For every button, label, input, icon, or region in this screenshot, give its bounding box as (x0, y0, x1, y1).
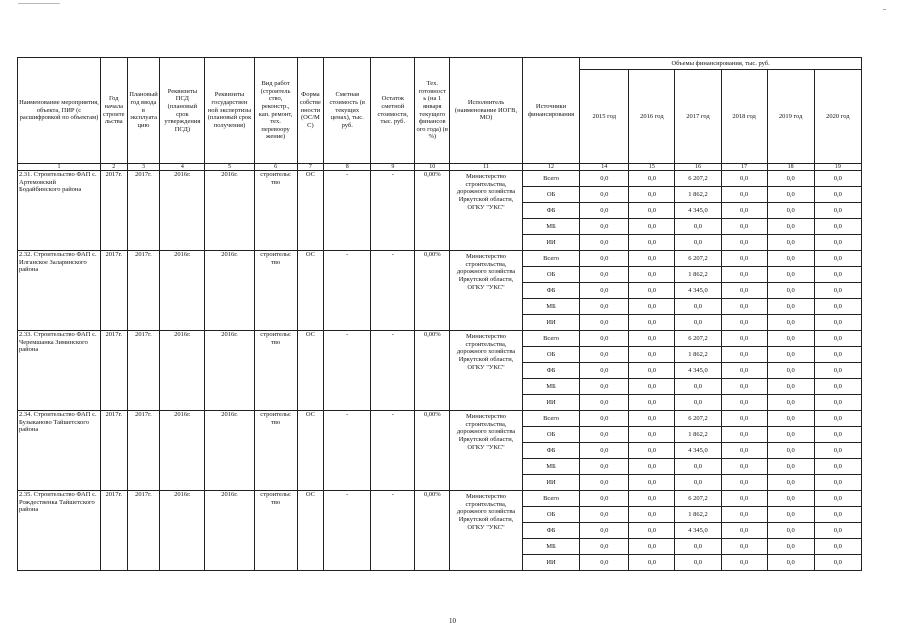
column-number: 16 (675, 164, 721, 171)
remaining-cost: - (371, 491, 415, 571)
work-type: строительс тво (254, 251, 297, 331)
column-number: 19 (814, 164, 861, 171)
funding-value: 0,0 (580, 171, 629, 187)
column-number: 10 (415, 164, 450, 171)
funding-value: 0,0 (629, 555, 675, 571)
funding-value: 0,0 (629, 315, 675, 331)
funding-value: 0,0 (629, 539, 675, 555)
commission-year: 2017г. (127, 491, 160, 571)
funding-value: 0,0 (767, 363, 814, 379)
header-year: 2018 год (721, 70, 767, 164)
header-year: 2015 год (580, 70, 629, 164)
header-executor: Исполнитель (наименование ИОГВ, МО) (450, 58, 523, 164)
remaining-cost: - (371, 171, 415, 251)
object-name: 2.35. Строительство ФАП с. Рождественка Тайшетского района (18, 491, 101, 571)
readiness: 0,00% (415, 491, 450, 571)
funding-value: 0,0 (767, 267, 814, 283)
funding-value: 0,0 (767, 219, 814, 235)
funding-value: 0,0 (580, 331, 629, 347)
work-type: строительс тво (254, 491, 297, 571)
column-number: 6 (254, 164, 297, 171)
funding-value: 6 207,2 (675, 171, 721, 187)
funding-value: 0,0 (721, 459, 767, 475)
funding-value: 0,0 (675, 379, 721, 395)
funding-value: 0,0 (767, 299, 814, 315)
funding-source: ФБ (522, 443, 579, 459)
funding-value: 0,0 (580, 411, 629, 427)
funding-source: МБ (522, 299, 579, 315)
header-funding-group: Объемы финансирования, тыс. руб. (580, 58, 862, 70)
funding-value: 0,0 (721, 411, 767, 427)
funding-value: 0,0 (580, 427, 629, 443)
scan-mark (18, 3, 60, 4)
funding-value: 0,0 (767, 315, 814, 331)
funding-value: 0,0 (814, 427, 861, 443)
funding-value: 0,0 (721, 331, 767, 347)
funding-value: 0,0 (721, 491, 767, 507)
funding-value: 0,0 (580, 299, 629, 315)
funding-source: МБ (522, 219, 579, 235)
funding-value: 0,0 (767, 411, 814, 427)
funding-value: 0,0 (675, 539, 721, 555)
header-work-type: Вид работ (строитель ство, реконстр., кап. ремонт, тех. перевоору жение) (254, 58, 297, 164)
column-number: 15 (629, 164, 675, 171)
funding-source: ОБ (522, 427, 579, 443)
funding-value: 0,0 (629, 251, 675, 267)
funding-value: 6 207,2 (675, 331, 721, 347)
funding-value: 0,0 (814, 379, 861, 395)
page-number: 10 (449, 617, 456, 625)
funding-value: 0,0 (629, 491, 675, 507)
funding-value: 6 207,2 (675, 411, 721, 427)
column-number: 4 (160, 164, 205, 171)
funding-value: 0,0 (580, 363, 629, 379)
work-type: строительс тво (254, 171, 297, 251)
funding-value: 0,0 (580, 187, 629, 203)
funding-value: 4 345,0 (675, 443, 721, 459)
estimate-cost: - (324, 331, 371, 411)
funding-value: 0,0 (721, 427, 767, 443)
expertise-date: 2016г. (205, 251, 254, 331)
funding-value: 0,0 (767, 379, 814, 395)
commission-year: 2017г. (127, 171, 160, 251)
funding-value: 0,0 (767, 523, 814, 539)
column-number: 2 (100, 164, 127, 171)
funding-value: 0,0 (629, 395, 675, 411)
funding-value: 0,0 (767, 187, 814, 203)
header-year: 2019 год (767, 70, 814, 164)
remaining-cost: - (371, 411, 415, 491)
header-sources: Источники финансирования (522, 58, 579, 164)
psd-date: 2016г. (160, 491, 205, 571)
funding-value: 0,0 (814, 459, 861, 475)
funding-value: 0,0 (675, 459, 721, 475)
column-number: 9 (371, 164, 415, 171)
funding-source: Всего (522, 411, 579, 427)
funding-value: 0,0 (580, 347, 629, 363)
funding-value: 0,0 (675, 555, 721, 571)
funding-value: 0,0 (580, 203, 629, 219)
funding-value: 0,0 (629, 427, 675, 443)
funding-source: Всего (522, 331, 579, 347)
financing-table (17, 57, 862, 571)
column-number: 3 (127, 164, 160, 171)
start-year: 2017г. (100, 491, 127, 571)
funding-value: 4 345,0 (675, 203, 721, 219)
commission-year: 2017г. (127, 411, 160, 491)
funding-value: 0,0 (721, 187, 767, 203)
object-name: 2.33. Строительство ФАП с. Черемшанка Зиминского района (18, 331, 101, 411)
header-year: 2017 год (675, 70, 721, 164)
start-year: 2017г. (100, 331, 127, 411)
header-psd: Реквизиты ПСД (плановый срок утверждения ПСД) (160, 58, 205, 164)
readiness: 0,00% (415, 171, 450, 251)
funding-value: 0,0 (675, 219, 721, 235)
column-number: 12 (522, 164, 579, 171)
funding-source: ОБ (522, 347, 579, 363)
funding-source: Всего (522, 171, 579, 187)
table-row (18, 171, 862, 187)
funding-value: 0,0 (675, 395, 721, 411)
funding-source: ОБ (522, 507, 579, 523)
funding-value: 0,0 (580, 459, 629, 475)
ownership: ОС (297, 171, 324, 251)
funding-value: 0,0 (767, 459, 814, 475)
funding-source: ФБ (522, 363, 579, 379)
ownership: ОС (297, 491, 324, 571)
funding-value: 0,0 (814, 491, 861, 507)
funding-value: 0,0 (814, 315, 861, 331)
funding-value: 1 862,2 (675, 267, 721, 283)
remaining-cost: - (371, 251, 415, 331)
funding-value: 0,0 (767, 283, 814, 299)
column-number: 8 (324, 164, 371, 171)
funding-value: 0,0 (814, 395, 861, 411)
header-year: 2016 год (629, 70, 675, 164)
funding-value: 1 862,2 (675, 187, 721, 203)
funding-value: 0,0 (721, 523, 767, 539)
expertise-date: 2016г. (205, 411, 254, 491)
funding-value: 0,0 (721, 539, 767, 555)
funding-value: 0,0 (721, 299, 767, 315)
funding-value: 0,0 (629, 411, 675, 427)
funding-source: ИИ (522, 475, 579, 491)
header-start-year: Год начала строите льства (100, 58, 127, 164)
funding-value: 0,0 (814, 475, 861, 491)
funding-value: 0,0 (629, 475, 675, 491)
funding-value: 0,0 (721, 363, 767, 379)
funding-value: 6 207,2 (675, 491, 721, 507)
funding-source: ИИ (522, 555, 579, 571)
funding-value: 0,0 (767, 539, 814, 555)
funding-value: 0,0 (767, 491, 814, 507)
object-name: 2.31. Строительство ФАП с. Артемовский Бодайбинского района (18, 171, 101, 251)
funding-value: 0,0 (721, 251, 767, 267)
remaining-cost: - (371, 331, 415, 411)
funding-value: 0,0 (629, 443, 675, 459)
funding-value: 0,0 (814, 235, 861, 251)
funding-value: 0,0 (767, 347, 814, 363)
funding-value: 0,0 (767, 251, 814, 267)
funding-value: 0,0 (814, 331, 861, 347)
funding-value: 0,0 (767, 443, 814, 459)
funding-source: ОБ (522, 267, 579, 283)
funding-value: 0,0 (675, 299, 721, 315)
funding-value: 0,0 (721, 395, 767, 411)
estimate-cost: - (324, 411, 371, 491)
funding-value: 0,0 (629, 331, 675, 347)
estimate-cost: - (324, 171, 371, 251)
funding-value: 0,0 (629, 219, 675, 235)
funding-value: 0,0 (721, 443, 767, 459)
funding-value: 0,0 (580, 443, 629, 459)
funding-value: 0,0 (814, 523, 861, 539)
ownership: ОС (297, 251, 324, 331)
funding-value: 0,0 (814, 507, 861, 523)
funding-value: 0,0 (767, 427, 814, 443)
funding-value: 0,0 (675, 315, 721, 331)
funding-value: 0,0 (580, 539, 629, 555)
psd-date: 2016г. (160, 411, 205, 491)
table-row (18, 411, 862, 427)
funding-value: 4 345,0 (675, 363, 721, 379)
header-row-top (18, 58, 862, 70)
funding-value: 0,0 (767, 203, 814, 219)
executor: Министерство строительства, дорожного хозяйства Иркутской области, ОГКУ "УКС" (450, 251, 523, 331)
funding-source: ФБ (522, 283, 579, 299)
funding-value: 0,0 (814, 299, 861, 315)
header-name: Наименование мероприятия, объекта, ПИР (с расшифровкой по объектам) (18, 58, 101, 164)
funding-value: 0,0 (721, 235, 767, 251)
header-commission-year: Плановый год ввода в эксплуата цию (127, 58, 160, 164)
table-row (18, 331, 862, 347)
funding-value: 0,0 (814, 171, 861, 187)
column-number-row (18, 164, 862, 171)
funding-source: Всего (522, 251, 579, 267)
funding-value: 0,0 (814, 267, 861, 283)
funding-value: 0,0 (814, 251, 861, 267)
funding-value: 0,0 (580, 315, 629, 331)
estimate-cost: - (324, 491, 371, 571)
funding-value: 0,0 (629, 459, 675, 475)
funding-value: 0,0 (721, 555, 767, 571)
funding-value: 0,0 (629, 363, 675, 379)
funding-value: 0,0 (767, 171, 814, 187)
column-number: 17 (721, 164, 767, 171)
funding-value: 0,0 (721, 475, 767, 491)
funding-value: 0,0 (580, 555, 629, 571)
commission-year: 2017г. (127, 331, 160, 411)
funding-value: 0,0 (629, 203, 675, 219)
header-expertise: Реквизиты государствен ной экспертизы (плановый срок получения) (205, 58, 254, 164)
funding-value: 0,0 (721, 507, 767, 523)
funding-source: ИИ (522, 395, 579, 411)
funding-value: 4 345,0 (675, 523, 721, 539)
funding-value: 0,0 (675, 475, 721, 491)
executor: Министерство строительства, дорожного хозяйства Иркутской области, ОГКУ "УКС" (450, 491, 523, 571)
readiness: 0,00% (415, 251, 450, 331)
expertise-date: 2016г. (205, 171, 254, 251)
funding-value: 0,0 (814, 187, 861, 203)
funding-value: 0,0 (629, 523, 675, 539)
funding-value: 0,0 (629, 187, 675, 203)
funding-value: 0,0 (721, 283, 767, 299)
funding-value: 1 862,2 (675, 507, 721, 523)
executor: Министерство строительства, дорожного хозяйства Иркутской области, ОГКУ "УКС" (450, 411, 523, 491)
expertise-date: 2016г. (205, 331, 254, 411)
executor: Министерство строительства, дорожного хозяйства Иркутской области, ОГКУ "УКС" (450, 171, 523, 251)
funding-value: 0,0 (580, 523, 629, 539)
funding-value: 0,0 (580, 379, 629, 395)
column-number: 5 (205, 164, 254, 171)
funding-value: 0,0 (721, 347, 767, 363)
funding-value: 0,0 (629, 283, 675, 299)
funding-source: Всего (522, 491, 579, 507)
header-estimate: Сметная стоимость (в текущих ценах), тыс. руб. (324, 58, 371, 164)
start-year: 2017г. (100, 411, 127, 491)
executor: Министерство строительства, дорожного хозяйства Иркутской области, ОГКУ "УКС" (450, 331, 523, 411)
table-row (18, 491, 862, 507)
column-number: 1 (18, 164, 101, 171)
funding-value: 0,0 (814, 443, 861, 459)
funding-source: ИИ (522, 315, 579, 331)
funding-source: ИИ (522, 235, 579, 251)
funding-value: 0,0 (580, 251, 629, 267)
funding-value: 0,0 (814, 539, 861, 555)
funding-value: 0,0 (580, 507, 629, 523)
funding-value: 0,0 (767, 475, 814, 491)
funding-value: 0,0 (721, 315, 767, 331)
funding-value: 0,0 (814, 555, 861, 571)
funding-value: 0,0 (814, 283, 861, 299)
expertise-date: 2016г. (205, 491, 254, 571)
start-year: 2017г. (100, 251, 127, 331)
funding-value: 0,0 (721, 203, 767, 219)
scan-dot (883, 9, 886, 10)
funding-source: ФБ (522, 523, 579, 539)
psd-date: 2016г. (160, 251, 205, 331)
funding-value: 0,0 (629, 171, 675, 187)
funding-value: 0,0 (721, 379, 767, 395)
funding-value: 0,0 (721, 171, 767, 187)
funding-value: 0,0 (580, 219, 629, 235)
commission-year: 2017г. (127, 251, 160, 331)
funding-source: ОБ (522, 187, 579, 203)
readiness: 0,00% (415, 411, 450, 491)
funding-value: 0,0 (814, 411, 861, 427)
funding-value: 1 862,2 (675, 427, 721, 443)
table-row (18, 251, 862, 267)
work-type: строительс тво (254, 331, 297, 411)
ownership: ОС (297, 411, 324, 491)
funding-value: 0,0 (580, 491, 629, 507)
funding-source: МБ (522, 459, 579, 475)
funding-source: МБ (522, 539, 579, 555)
funding-value: 0,0 (580, 235, 629, 251)
funding-value: 0,0 (629, 507, 675, 523)
psd-date: 2016г. (160, 331, 205, 411)
funding-value: 0,0 (767, 555, 814, 571)
funding-value: 0,0 (629, 299, 675, 315)
funding-value: 0,0 (814, 219, 861, 235)
column-number: 7 (297, 164, 324, 171)
funding-value: 1 862,2 (675, 347, 721, 363)
funding-value: 0,0 (629, 347, 675, 363)
header-remaining: Остаток сметной стоимости, тыс. руб. (371, 58, 415, 164)
funding-value: 0,0 (580, 475, 629, 491)
work-type: строительс тво (254, 411, 297, 491)
funding-value: 6 207,2 (675, 251, 721, 267)
funding-source: МБ (522, 379, 579, 395)
funding-value: 0,0 (629, 379, 675, 395)
readiness: 0,00% (415, 331, 450, 411)
funding-value: 4 345,0 (675, 283, 721, 299)
funding-value: 0,0 (675, 235, 721, 251)
funding-value: 0,0 (721, 219, 767, 235)
psd-date: 2016г. (160, 171, 205, 251)
funding-value: 0,0 (629, 267, 675, 283)
funding-value: 0,0 (767, 235, 814, 251)
header-readiness: Тех. готовност ь (на 1 января текущего финансов ого года) (в %) (415, 58, 450, 164)
estimate-cost: - (324, 251, 371, 331)
object-name: 2.34. Строительство ФАП с. Бузыканово Тайшетского района (18, 411, 101, 491)
funding-value: 0,0 (721, 267, 767, 283)
header-ownership: Форма собстве нности (ОС/М С) (297, 58, 324, 164)
funding-value: 0,0 (767, 507, 814, 523)
funding-value: 0,0 (814, 203, 861, 219)
funding-value: 0,0 (814, 363, 861, 379)
column-number: 14 (580, 164, 629, 171)
funding-value: 0,0 (767, 395, 814, 411)
funding-value: 0,0 (580, 395, 629, 411)
funding-value: 0,0 (580, 267, 629, 283)
column-number: 18 (767, 164, 814, 171)
funding-value: 0,0 (814, 347, 861, 363)
funding-value: 0,0 (580, 283, 629, 299)
funding-source: ФБ (522, 203, 579, 219)
ownership: ОС (297, 331, 324, 411)
header-year: 2020 год (814, 70, 861, 164)
funding-value: 0,0 (629, 235, 675, 251)
funding-value: 0,0 (767, 331, 814, 347)
column-number: 11 (450, 164, 523, 171)
object-name: 2.32. Строительство ФАП с. Илганское Заларинского района (18, 251, 101, 331)
start-year: 2017г. (100, 171, 127, 251)
